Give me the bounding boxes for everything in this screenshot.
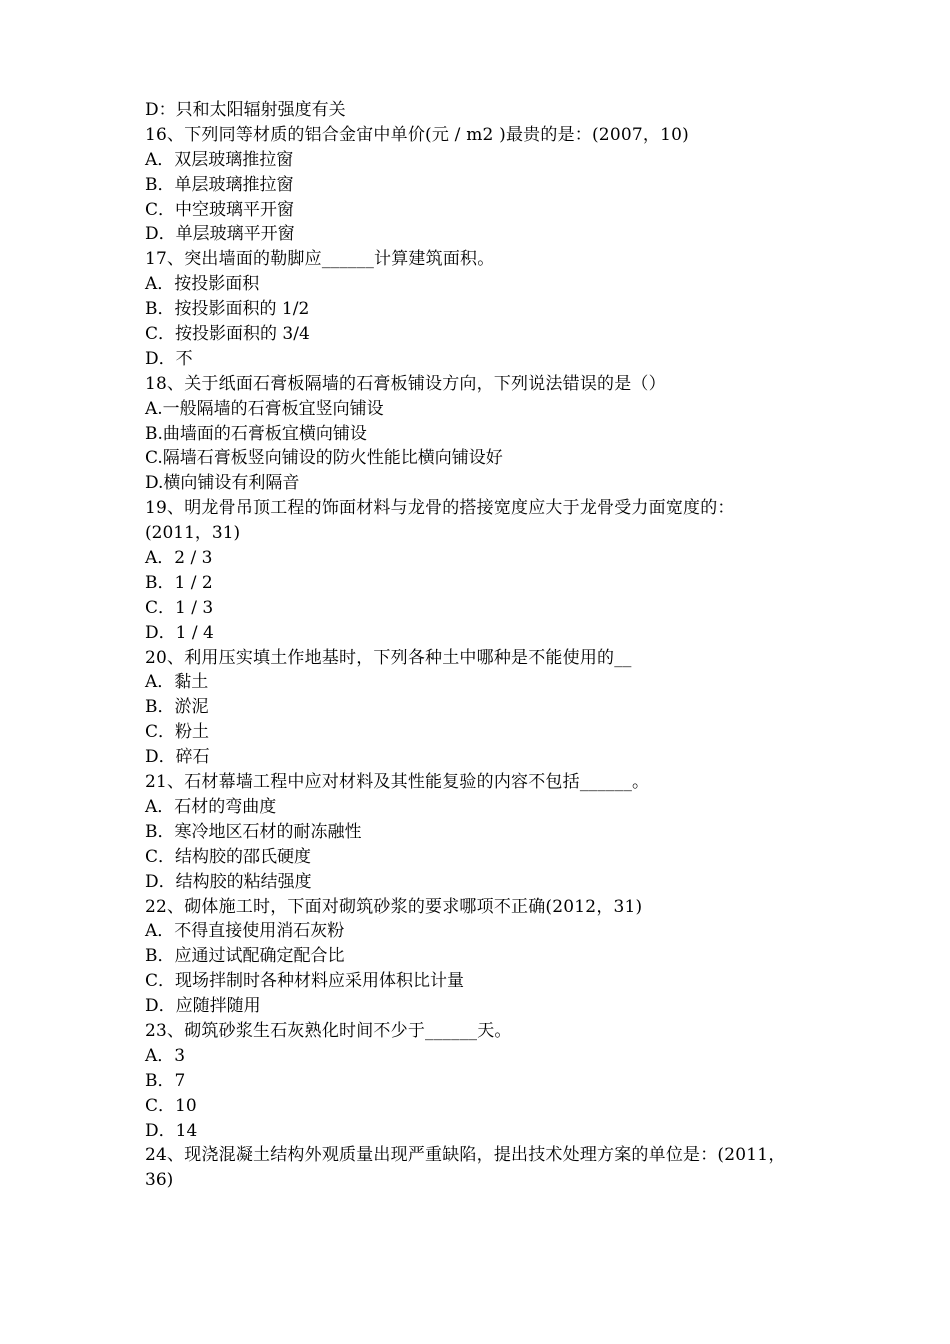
option-d-q17: D．不 xyxy=(145,348,193,369)
question-19-continued: (2011，31) xyxy=(145,523,241,544)
option-d-q21: D．结构胶的粘结强度 xyxy=(145,871,312,892)
option-a-q19: A．2 / 3 xyxy=(145,548,213,569)
option-d-q16: D．单层玻璃平开窗 xyxy=(145,224,295,245)
option-b-q19: B．1 / 2 xyxy=(145,572,213,593)
option-c-q18: C.隔墙石膏板竖向铺设的防火性能比横向铺设好 xyxy=(145,448,503,469)
option-c-q21: C．结构胶的邵氏硬度 xyxy=(145,846,312,867)
option-d-q15: D：只和太阳辐射强度有关 xyxy=(145,100,346,120)
question-24: 24、现浇混凝土结构外观质量出现严重缺陷，提出技术处理方案的单位是：(2011， xyxy=(145,1145,786,1166)
document-page xyxy=(145,98,815,1193)
option-a-q18: A.一般隔墙的石膏板宜竖向铺设 xyxy=(145,398,384,419)
option-d-q22: D．应随拌随用 xyxy=(145,996,261,1017)
option-a-q23: A．3 xyxy=(145,1045,186,1066)
option-b-q20: B．淤泥 xyxy=(145,697,209,718)
option-c-q17: C．按投影面积的 3/4 xyxy=(145,324,310,345)
question-19: 19、明龙骨吊顶工程的饰面材料与龙骨的搭接宽度应大于龙骨受力面宽度的： xyxy=(145,498,735,519)
option-b-q22: B．应通过试配确定配合比 xyxy=(145,946,345,967)
option-a-q22: A．不得直接使用消石灰粉 xyxy=(145,921,345,942)
option-a-q17: A．按投影面积 xyxy=(145,274,260,295)
question-17: 17、突出墙面的勒脚应______计算建筑面积。 xyxy=(145,249,495,270)
option-d-q18: D.横向铺设有利隔音 xyxy=(145,473,300,494)
option-d-q20: D．碎石 xyxy=(145,747,210,768)
option-b-q17: B．按投影面积的 1/2 xyxy=(145,299,310,320)
question-23: 23、砌筑砂浆生石灰熟化时间不少于______天。 xyxy=(145,1020,512,1041)
option-b-q23: B．7 xyxy=(145,1070,186,1091)
option-d-q19: D．1 / 4 xyxy=(145,622,214,643)
question-20: 20、利用压实填土作地基时，下列各种土中哪种是不能使用的__ xyxy=(145,647,632,668)
option-a-q20: A．黏土 xyxy=(145,672,209,693)
question-16: 16、下列同等材质的铝合金宙中单价(元 / m2 )最贵的是：(2007，10) xyxy=(145,124,689,145)
option-c-q16: C．中空玻璃平开窗 xyxy=(145,199,295,220)
option-b-q21: B．寒冷地区石材的耐冻融性 xyxy=(145,821,362,842)
option-b-q16: B．单层玻璃推拉窗 xyxy=(145,174,294,195)
option-c-q20: C．粉土 xyxy=(145,722,210,743)
option-d-q23: D．14 xyxy=(145,1120,198,1141)
option-c-q19: C．1 / 3 xyxy=(145,597,214,618)
option-b-q18: B.曲墙面的石膏板宜横向铺设 xyxy=(145,423,367,444)
option-c-q22: C．现场拌制时各种材料应采用体积比计量 xyxy=(145,971,465,992)
question-22: 22、砌体施工时，下面对砌筑砂浆的要求哪项不正确(2012，31) xyxy=(145,896,643,917)
option-a-q16: A．双层玻璃推拉窗 xyxy=(145,149,294,170)
question-18: 18、关于纸面石膏板隔墙的石膏板铺设方向，下列说法错误的是（） xyxy=(145,373,666,394)
option-c-q23: C．10 xyxy=(145,1095,197,1116)
option-a-q21: A．石材的弯曲度 xyxy=(145,796,277,817)
question-24-continued: 36) xyxy=(145,1170,174,1191)
question-21: 21、石材幕墙工程中应对材料及其性能复验的内容不包括______。 xyxy=(145,772,650,793)
